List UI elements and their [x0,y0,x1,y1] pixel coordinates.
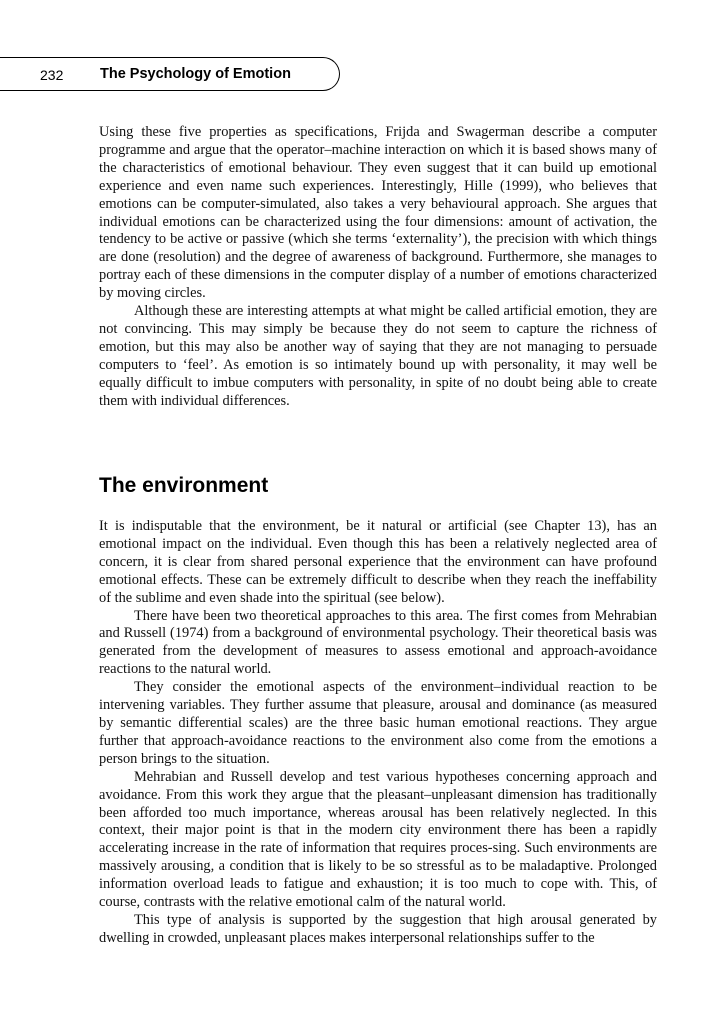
paragraph: Although these are interesting attempts at what might be called artificial emotion, they are not convincing. This may simply be because they do not seem to capture the richness of emotion, but this may also be another way of saying that they are not managing to persuade computers to ‘feel’. As emotion is so intimately bound up with personality, it may well be equally difficult to imbue computers with personality, in spite of no doubt being able to create them with individual differences. [99,303,657,409]
paragraph: They consider the emotional aspects of the environment–individual reaction to be intervening variables. They further assume that pleasure, arousal and dominance (as measured by semantic differential scales) are the three basic human emotional reactions. They argue further that approach-avoidance reactions to the environment also come from the emotions a person brings to the situation. [99,679,657,767]
paragraph: It is indisputable that the environment, be it natural or artificial (see Chapter 13), has an emotional impact on the individual. Even though this has been a relatively neglected area of concern, it is clear from shared personal experience that the environment can have profound emotional effects. These can be extremely difficult to describe when they reach the ineffability of the sublime and even shade into the spiritual (see below). [99,518,657,606]
section-environment-text [99,518,657,948]
paragraph: This type of analysis is supported by the suggestion that high arousal generated by dwelling in crowded, unpleasant places makes interpersonal relationships suffer to the [99,911,657,946]
page-number: 232 [40,67,64,83]
section-intro-text [99,124,657,411]
section-heading: The environment [99,474,269,497]
paragraph: Using these five properties as specifications, Frijda and Swagerman describe a computer programme and argue that the operator–machine interaction on which it is based shows many of the characteristics of emotional behaviour. They even suggest that it can build up emotional experience and even name such experiences. Interestingly, Hille (1999), who believes that emotions can be computer-simulated, also takes a very behavioural approach. She argues that individual emotions can be characterized using the four dimensions: amount of activation, the tendency to be active or passive (which she terms ‘externality’), the precision with which things are done (resolution) and the degree of awareness of background. Furthermore, she manages to portray each of these dimensions in the computer display of a number of emotions characterized by moving circles. [99,124,657,302]
running-title: The Psychology of Emotion [100,66,291,82]
paragraph: There have been two theoretical approaches to this area. The first comes from Mehrabian and Russell (1974) from a background of environmental psychology. Their theoretical basis was generated from the development of measures to assess emotional and approach-avoidance reactions to the natural world. [99,607,657,678]
paragraph: Mehrabian and Russell develop and test various hypotheses concerning approach and avoidance. From this work they argue that the pleasant–unpleasant dimension has traditionally been afforded too much importance, whereas arousal has been relatively neglected. In this context, their major point is that in the modern city environment there has been a rapidly accelerating increase in the rate of information that requires proces-sing. Such environments are massively arousing, a condition that is likely to be so stressful as to be maladaptive. Prolonged information overload leads to fatigue and exhaustion; it is too much to cope with. This, of course, contrasts with the relative emotional calm of the natural world. [99,768,657,911]
